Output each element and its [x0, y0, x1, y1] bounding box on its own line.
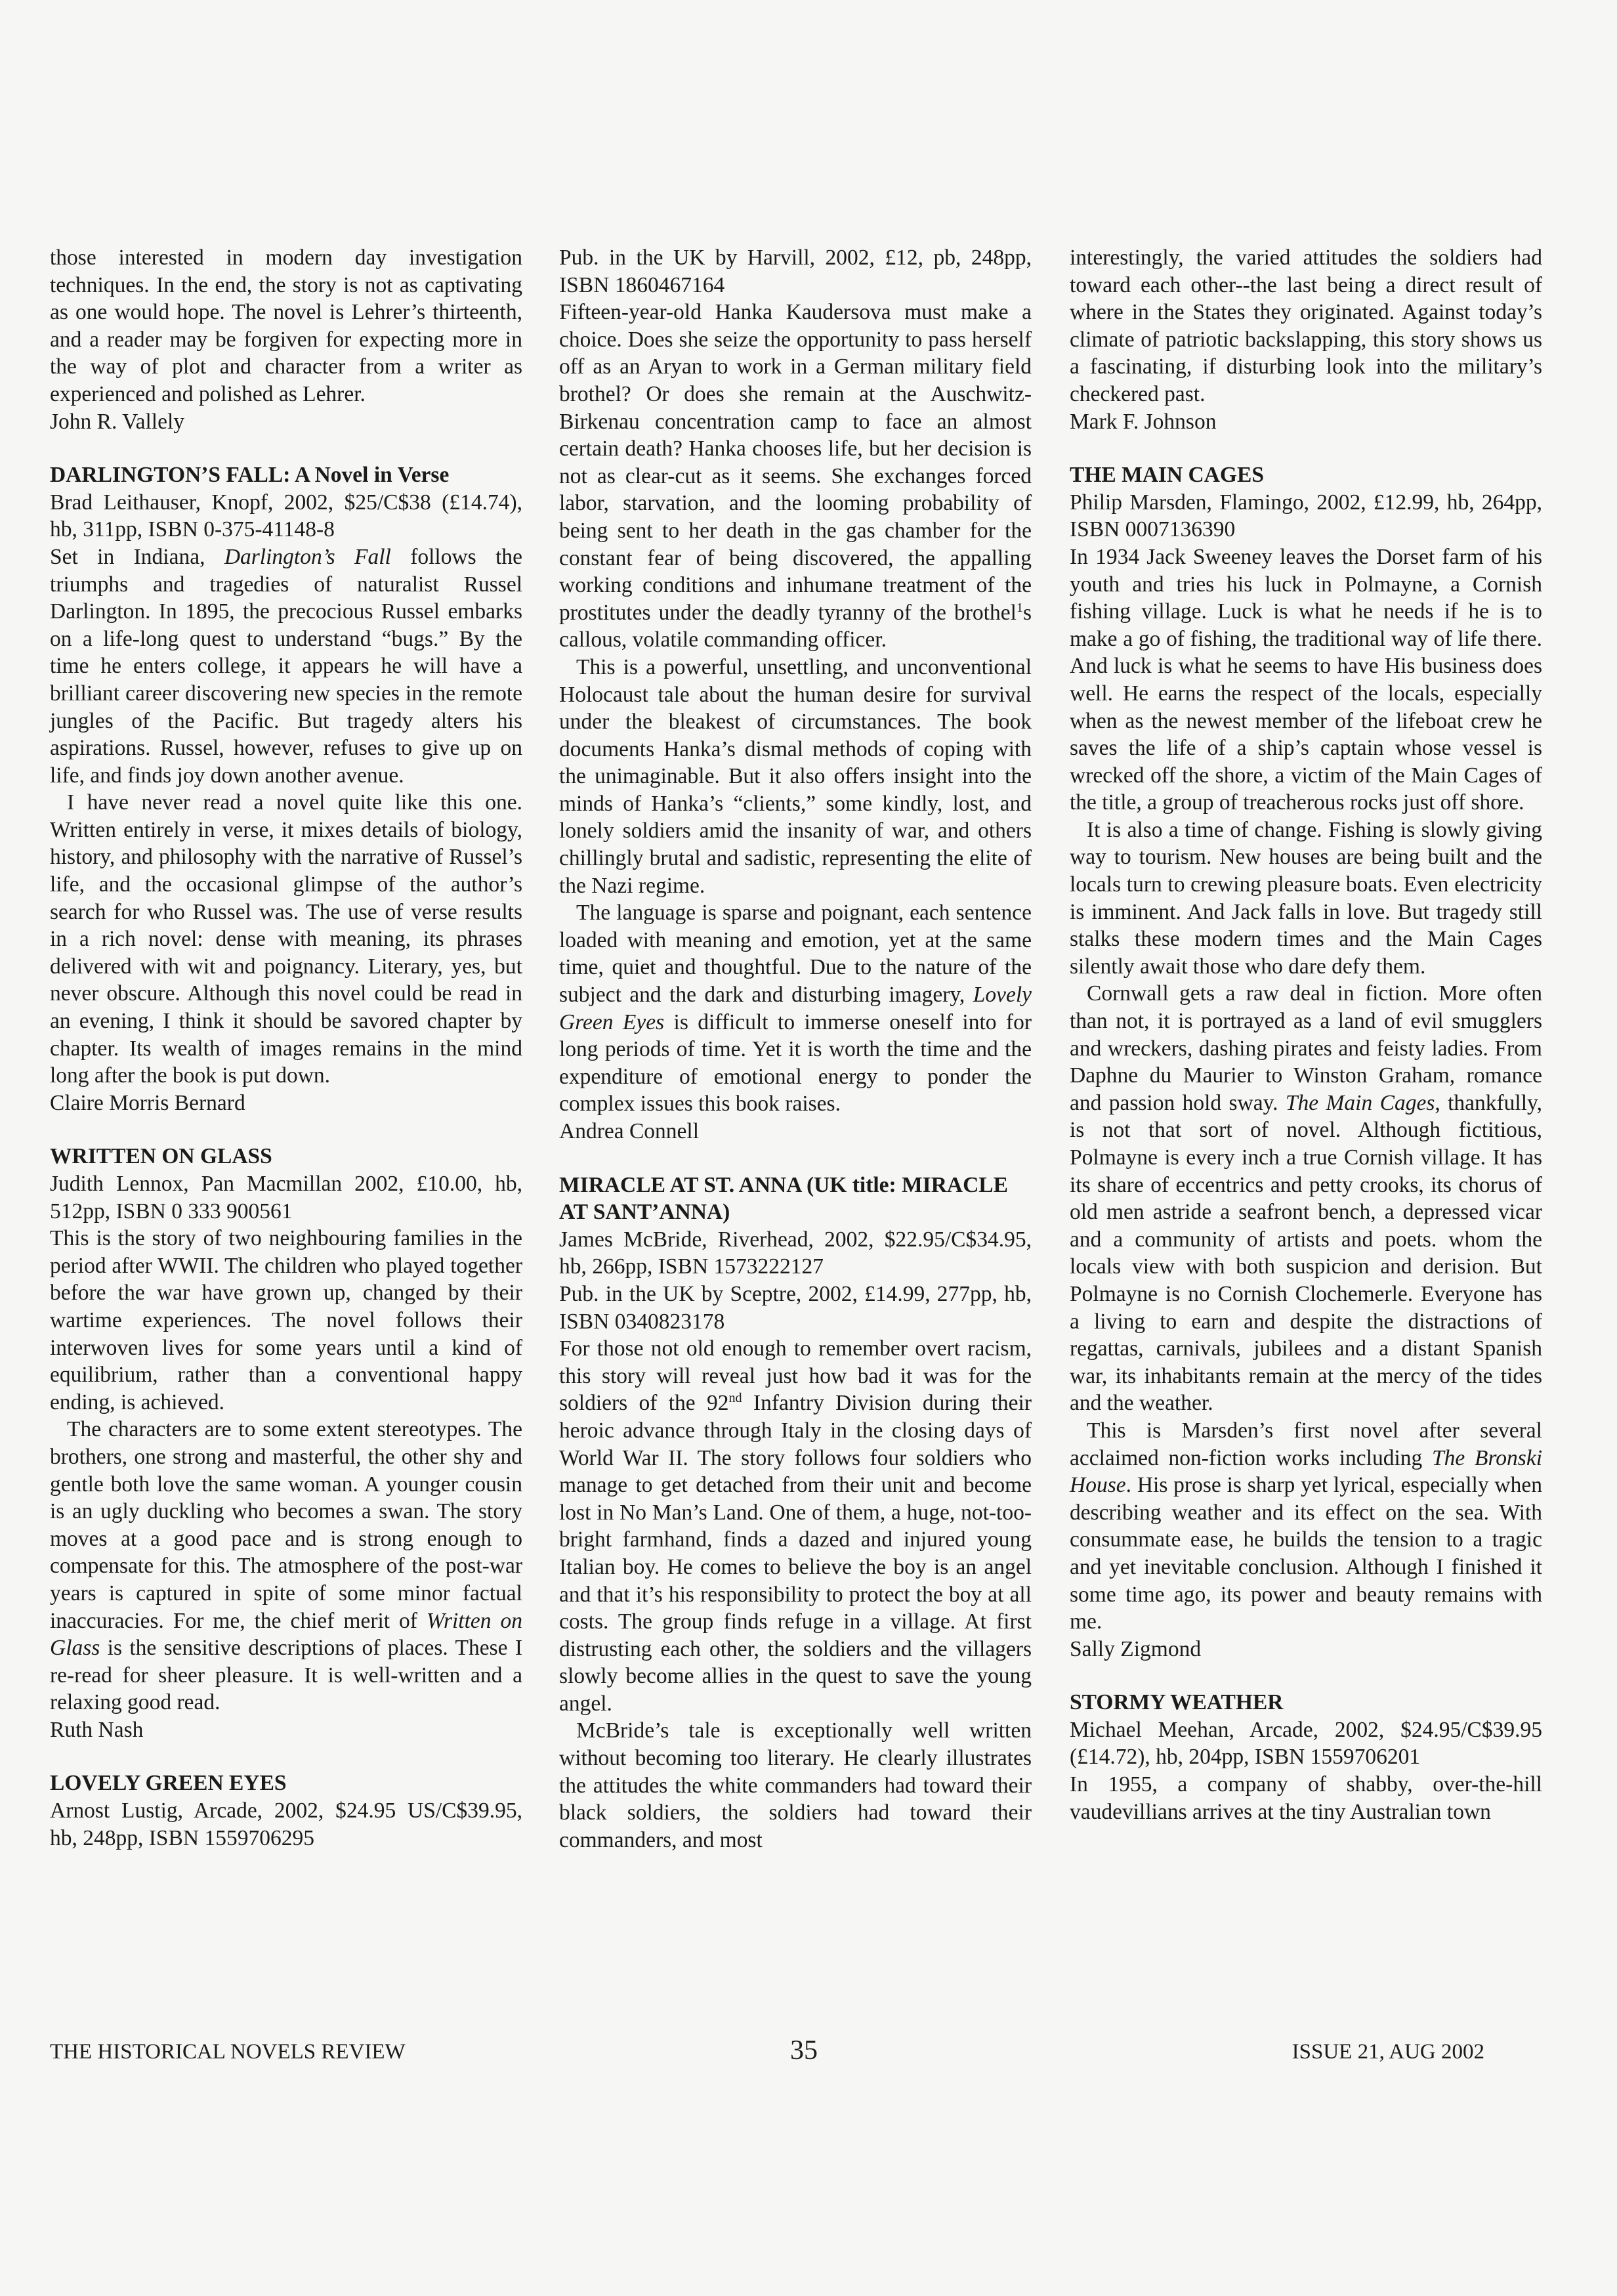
review-paragraph: It is also a time of change. Fishing is slowly giving way to tourism. New houses are being built and the locals turn to crewing pleasure boats. Even electricity is imminent. And Jack falls in love. But tragedy still stalks these modern times and the Main Cages silently await those who dare defy them.	[1070, 817, 1542, 979]
bibliographic-info: Brad Leithauser, Knopf, 2002, $25/C$38 (£14.74), hb, 311pp, ISBN 0-375-41148-8	[50, 490, 522, 542]
review-title-lovely-green-eyes: LOVELY GREEN EYES	[50, 1771, 287, 1796]
review-title-stormy-weather: STORMY WEATHER	[1070, 1690, 1284, 1715]
review-paragraph: The language is sparse and poignant, each sentence loaded with meaning and emotion, yet at the same time, quiet and thoughtful. Due to the nature of the subject and the dark and disturbing imagery, Lovely Green Eyes is difficult to immerse oneself into for long periods of time. Yet it is worth the time and the expenditure of emotional energy to ponder the complex issues this book raises.	[559, 901, 1032, 1116]
bibliographic-info: Michael Meehan, Arcade, 2002, $24.95/C$39.95 (£14.72), hb, 204pp, ISBN 1559706201	[1070, 1717, 1542, 1770]
book-title-italic: Darlington’s Fall	[224, 544, 391, 569]
review-title-miracle-at-st-anna: MIRACLE AT ST. ANNA (UK title: MIRACLE AT SANT’ANNA)	[559, 1172, 1008, 1225]
book-title-italic: The Main Cages	[1285, 1090, 1435, 1115]
review-paragraph: In 1934 Jack Sweeney leaves the Dorset farm of his youth and tries his luck in Polmayne, a Cornish fishing village. Luck is what he needs if he is to make a go of fishing, the traditional way of life there. And luck is what he seems to have His business does well. He earns the respect of the locals, especially when as the newest member of the lifeboat crew he saves the life of a ship’s captain whose vessel is wrecked off the shore, a victim of the Main Cages of the title, a group of treacherous rocks just off shore.	[1070, 544, 1542, 815]
bibliographic-info: Pub. in the UK by Harvill, 2002, £12, pb, 248pp, ISBN 1860467164	[559, 245, 1032, 297]
review-paragraph: McBride’s tale is exceptionally well written without becoming too literary. He clearly illustrates the attitudes the white commanders had toward their black soldiers, the soldiers had toward their commanders, and most	[559, 1718, 1032, 1852]
review-paragraph: I have never read a novel quite like this one. Written entirely in verse, it mixes details of biology, history, and philosophy with the narrative of Russel’s life, and the occasional glimpse of the author’s search for who Russel was. The use of verse results in a rich novel: dense with meaning, its phrases delivered with wit and poignancy. Literary, yes, but never obscure. Although this novel could be read in an evening, I think it should be savored chapter by chapter. Its wealth of images remains in the mind long after the book is put down.	[50, 790, 522, 1088]
book-title-italic: Lovely Green Eyes	[559, 983, 1032, 1034]
bibliographic-info: Philip Marsden, Flamingo, 2002, £12.99, hb, 264pp, ISBN 0007136390	[1070, 490, 1542, 542]
reviewer-name: Andrea Connell	[559, 1119, 700, 1143]
page-footer	[50, 2035, 1542, 2066]
reviewer-name: Mark F. Johnson	[1070, 409, 1217, 434]
review-paragraph: Set in Indiana, Darlington’s Fall follows the triumphs and tragedies of naturalist Russel Darlington. In 1895, the precocious Russel embarks on a life-long quest to understand “bugs.” By the time he enters college, it appears he will have a brilliant career discovering new species in the remote jungles of the Pacific. But tragedy alters his aspirations. Russel, however, refuses to give up on life, and finds joy down another avenue.	[50, 544, 522, 788]
book-title-italic: The Bronski House	[1070, 1445, 1542, 1498]
review-paragraph: This is Marsden’s first novel after several acclaimed non-fiction works including The Bronski House. His prose is sharp yet lyrical, especially when describing weather and its effect on the sea. With consummate ease, he builds the tension to a tragic and yet inevitable conclusion. Although I finished it some time ago, its power and beauty remains with me.	[1070, 1418, 1542, 1634]
bibliographic-info: Arnost Lustig, Arcade, 2002, $24.95 US/C$39.95, hb, 248pp, ISBN 1559706295	[50, 1798, 522, 1850]
superscript: 1	[1016, 600, 1023, 615]
review-paragraph: Cornwall gets a raw deal in fiction. More often than not, it is portrayed as a land of evil smugglers and wreckers, dashing pirates and feisty ladies. From Daphne du Maurier to Winston Graham, romance and passion hold sway. The Main Cages, thankfully, is not that sort of novel. Although fictitious, Polmayne is every inch a true Cornish village. It has its share of eccentrics and petty crooks, its chorus of old men astride a seafront bench, a depressed vicar and a community of artists and poets. whom the locals view with both suspicion and derision. But Polmayne is no Cornish Clochemerle. Everyone has a living to earn and despite the distractions of regattas, carnivals, jubilees and a distant Spanish war, its inhabitants remain at the mercy of the tides and the weather.	[1070, 981, 1542, 1416]
review-paragraph: For those not old enough to remember overt racism, this story will reveal just how bad it was for the soldiers of the 92nd Infantry Division during their heroic advance through Italy in the closing days of World War II. The story follows four soldiers who manage to get detached from their unit and become lost in No Man’s Land. One of them, a huge, not-too-bright farmhand, finds a dazed and injured young Italian boy. He comes to believe the boy is an angel and that it’s his responsibility to protect the boy at all costs. The group finds refuge in a village. At first distrusting each other, the soldiers and the villagers slowly become allies in the quest to save the young angel.	[559, 1336, 1032, 1716]
publication-name: THE HISTORICAL NOVELS REVIEW	[50, 2040, 406, 2064]
review-paragraph: This is a powerful, unsettling, and unconventional Holocaust tale about the human desire for survival under the bleakest of circumstances. The book documents Hanka’s dismal methods of coping with the unimaginable. But it also offers insight into the minds of Hanka’s “clients,” some kindly, lost, and lonely soldiers amid the insanity of war, and others chillingly brutal and sadistic, representing the elite of the Nazi regime.	[559, 654, 1032, 898]
column-middle	[559, 244, 1032, 1854]
page-number: 35	[790, 2035, 818, 2066]
column-left	[50, 244, 522, 1852]
review-paragraph: The characters are to some extent stereotypes. The brothers, one strong and masterful, the other shy and gentle both love the same woman. A younger cousin is an ugly duckling who becomes a swan. The story moves at a good pace and is strong enough to compensate for this. The atmosphere of the post-war years is captured in spite of some minor factual inaccuracies. For me, the chief merit of Written on Glass is the sensitive descriptions of places. These I re-read for sheer pleasure. It is well-written and a relaxing good read.	[50, 1417, 522, 1715]
book-title-italic: Written on Glass	[50, 1608, 522, 1661]
reviewer-name: Claire Morris Bernard	[50, 1090, 245, 1115]
review-title-the-main-cages: THE MAIN CAGES	[1070, 463, 1264, 488]
reviewer-name: Ruth Nash	[50, 1717, 144, 1742]
reviewer-name: John R. Vallely	[50, 409, 185, 434]
reviewer-name: Sally Zigmond	[1070, 1636, 1202, 1661]
review-paragraph: This is the story of two neighbouring families in the period after WWII. The children who played together before the war have grown up, changed by their wartime experiences. The novel follows their interwoven lives for some years until a kind of equilibrium, rather than a conventional happy ending, is achieved.	[50, 1226, 522, 1414]
review-continuation-text: those interested in modern day investigation techniques. In the end, the story is not as captivating as one would hope. The novel is Lehrer’s thirteenth, and a reader may be forgiven for expecting more in the way of plot and character from a writer as experienced and polished as Lehrer.	[50, 245, 522, 406]
review-title-written-on-glass: WRITTEN ON GLASS	[50, 1144, 272, 1169]
issue-info: ISSUE 21, AUG 2002	[1292, 2040, 1484, 2064]
bibliographic-info: Pub. in the UK by Sceptre, 2002, £14.99, 277pp, hb, ISBN 0340823178	[559, 1281, 1032, 1334]
bibliographic-info: James McBride, Riverhead, 2002, $22.95/C$34.95, hb, 266pp, ISBN 1573222127	[559, 1227, 1032, 1279]
review-continuation-text: interestingly, the varied attitudes the soldiers had toward each other--the last being a direct result of where in the States they originated. Against today’s climate of patriotic backslapping, this story shows us a fascinating, if disturbing look into the military’s checkered past.	[1070, 245, 1542, 406]
bibliographic-info: Judith Lennox, Pan Macmillan 2002, £10.00, hb, 512pp, ISBN 0 333 900561	[50, 1172, 522, 1223]
superscript: nd	[728, 1391, 742, 1406]
column-right	[1070, 244, 1542, 1825]
review-paragraph: In 1955, a company of shabby, over-the-hill vaudevillians arrives at the tiny Australian town	[1070, 1772, 1542, 1824]
review-title-darlingtons-fall: DARLINGTON’S FALL: A Novel in Verse	[50, 463, 450, 488]
review-paragraph: Fifteen-year-old Hanka Kaudersova must make a choice. Does she seize the opportunity to pass herself off as an Aryan to work in a German military field brothel? Or does she remain at the Auschwitz-Birkenau concentration camp to face an almost certain death? Hanka chooses life, but her decision is not as clear-cut as it seems. She exchanges forced labor, starvation, and the looming probability of being sent to her death in the gas chamber for the constant fear of being discovered, the appalling working conditions and inhumane treatment of the prostitutes under the deadly tyranny of the brothel$^1$s callous, volatile commanding officer.	[559, 300, 1032, 652]
